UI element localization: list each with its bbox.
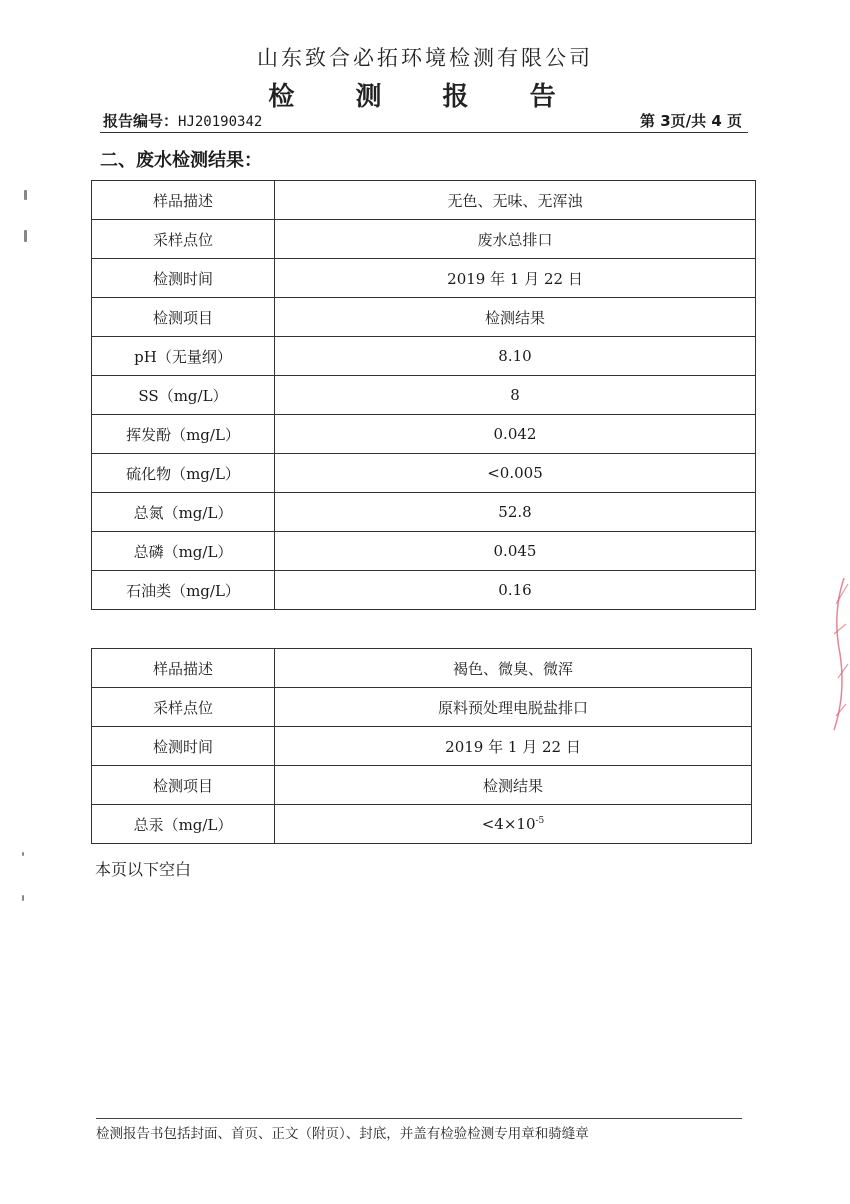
row-label: 硫化物（mg/L） [92,454,275,493]
row-label: 总汞（mg/L） [92,805,275,844]
row-value: 无色、无味、无浑浊 [275,181,756,220]
row-label: 样品描述 [92,649,275,688]
table-row [92,688,752,727]
value-exponent: -5 [535,816,545,826]
page-indicator: 第 3页/共 4 页 [639,112,742,130]
row-value: 原料预处理电脱盐排口 [275,688,752,727]
table-row [92,259,756,298]
table-row [92,727,752,766]
scan-mark [22,895,24,901]
table-row [92,649,752,688]
row-label: pH（无量纲） [92,337,275,376]
row-value: 0.16 [275,571,756,610]
row-value: 52.8 [275,493,756,532]
row-value: 废水总排口 [275,220,756,259]
row-label: 采样点位 [92,688,275,727]
blank-page-note: 本页以下空白 [95,860,192,879]
table-row [92,181,756,220]
row-label: 采样点位 [92,220,275,259]
row-value: 2019 年 1 月 22 日 [275,727,752,766]
report-title: 检 测 报 告 [268,82,582,112]
section-title: 二、废水检测结果： [100,150,262,171]
row-label: 检测时间 [92,727,275,766]
row-label: 石油类（mg/L） [92,571,275,610]
row-label: 检测项目 [92,298,275,337]
table-row [92,454,756,493]
row-value: 褐色、微臭、微浑 [275,649,752,688]
results-table-wastewater-outlet [91,180,756,610]
scan-mark [24,190,27,200]
row-value: 0.042 [275,415,756,454]
row-label: 检测时间 [92,259,275,298]
seam-seal-stamp [826,574,850,734]
row-label: 检测项目 [92,766,275,805]
table-row [92,766,752,805]
table-row [92,220,756,259]
table-row [92,337,756,376]
report-number-label: 报告编号： [103,112,179,130]
row-value: <0.005 [275,454,756,493]
table-row [92,493,756,532]
row-label: 总磷（mg/L） [92,532,275,571]
value-base: <4×10 [481,815,536,833]
row-value: 0.045 [275,532,756,571]
results-table-desalter-outlet [91,648,752,844]
table-row [92,805,752,844]
row-label: 样品描述 [92,181,275,220]
row-value: 8.10 [275,337,756,376]
report-number [103,110,262,131]
row-label: 挥发酚（mg/L） [92,415,275,454]
row-label: 总氮（mg/L） [92,493,275,532]
row-value: 2019 年 1 月 22 日 [275,259,756,298]
table-row [92,376,756,415]
table-row [92,532,756,571]
table-row [92,571,756,610]
report-number-value: HJ20190342 [178,114,263,130]
header-divider [100,132,748,133]
footer-note: 检测报告书包括封面、首页、正文（附页）、封底，并盖有检验检测专用章和骑缝章 [96,1126,589,1142]
row-value [275,805,752,844]
row-value: 检测结果 [275,298,756,337]
row-value: 检测结果 [275,766,752,805]
footer-divider [96,1118,742,1119]
scan-mark [24,230,27,242]
row-label: SS（mg/L） [92,376,275,415]
scan-mark [22,852,24,856]
row-value: 8 [275,376,756,415]
table-row [92,415,756,454]
table-row [92,298,756,337]
company-name: 山东致合必拓环境检测有限公司 [257,46,593,70]
